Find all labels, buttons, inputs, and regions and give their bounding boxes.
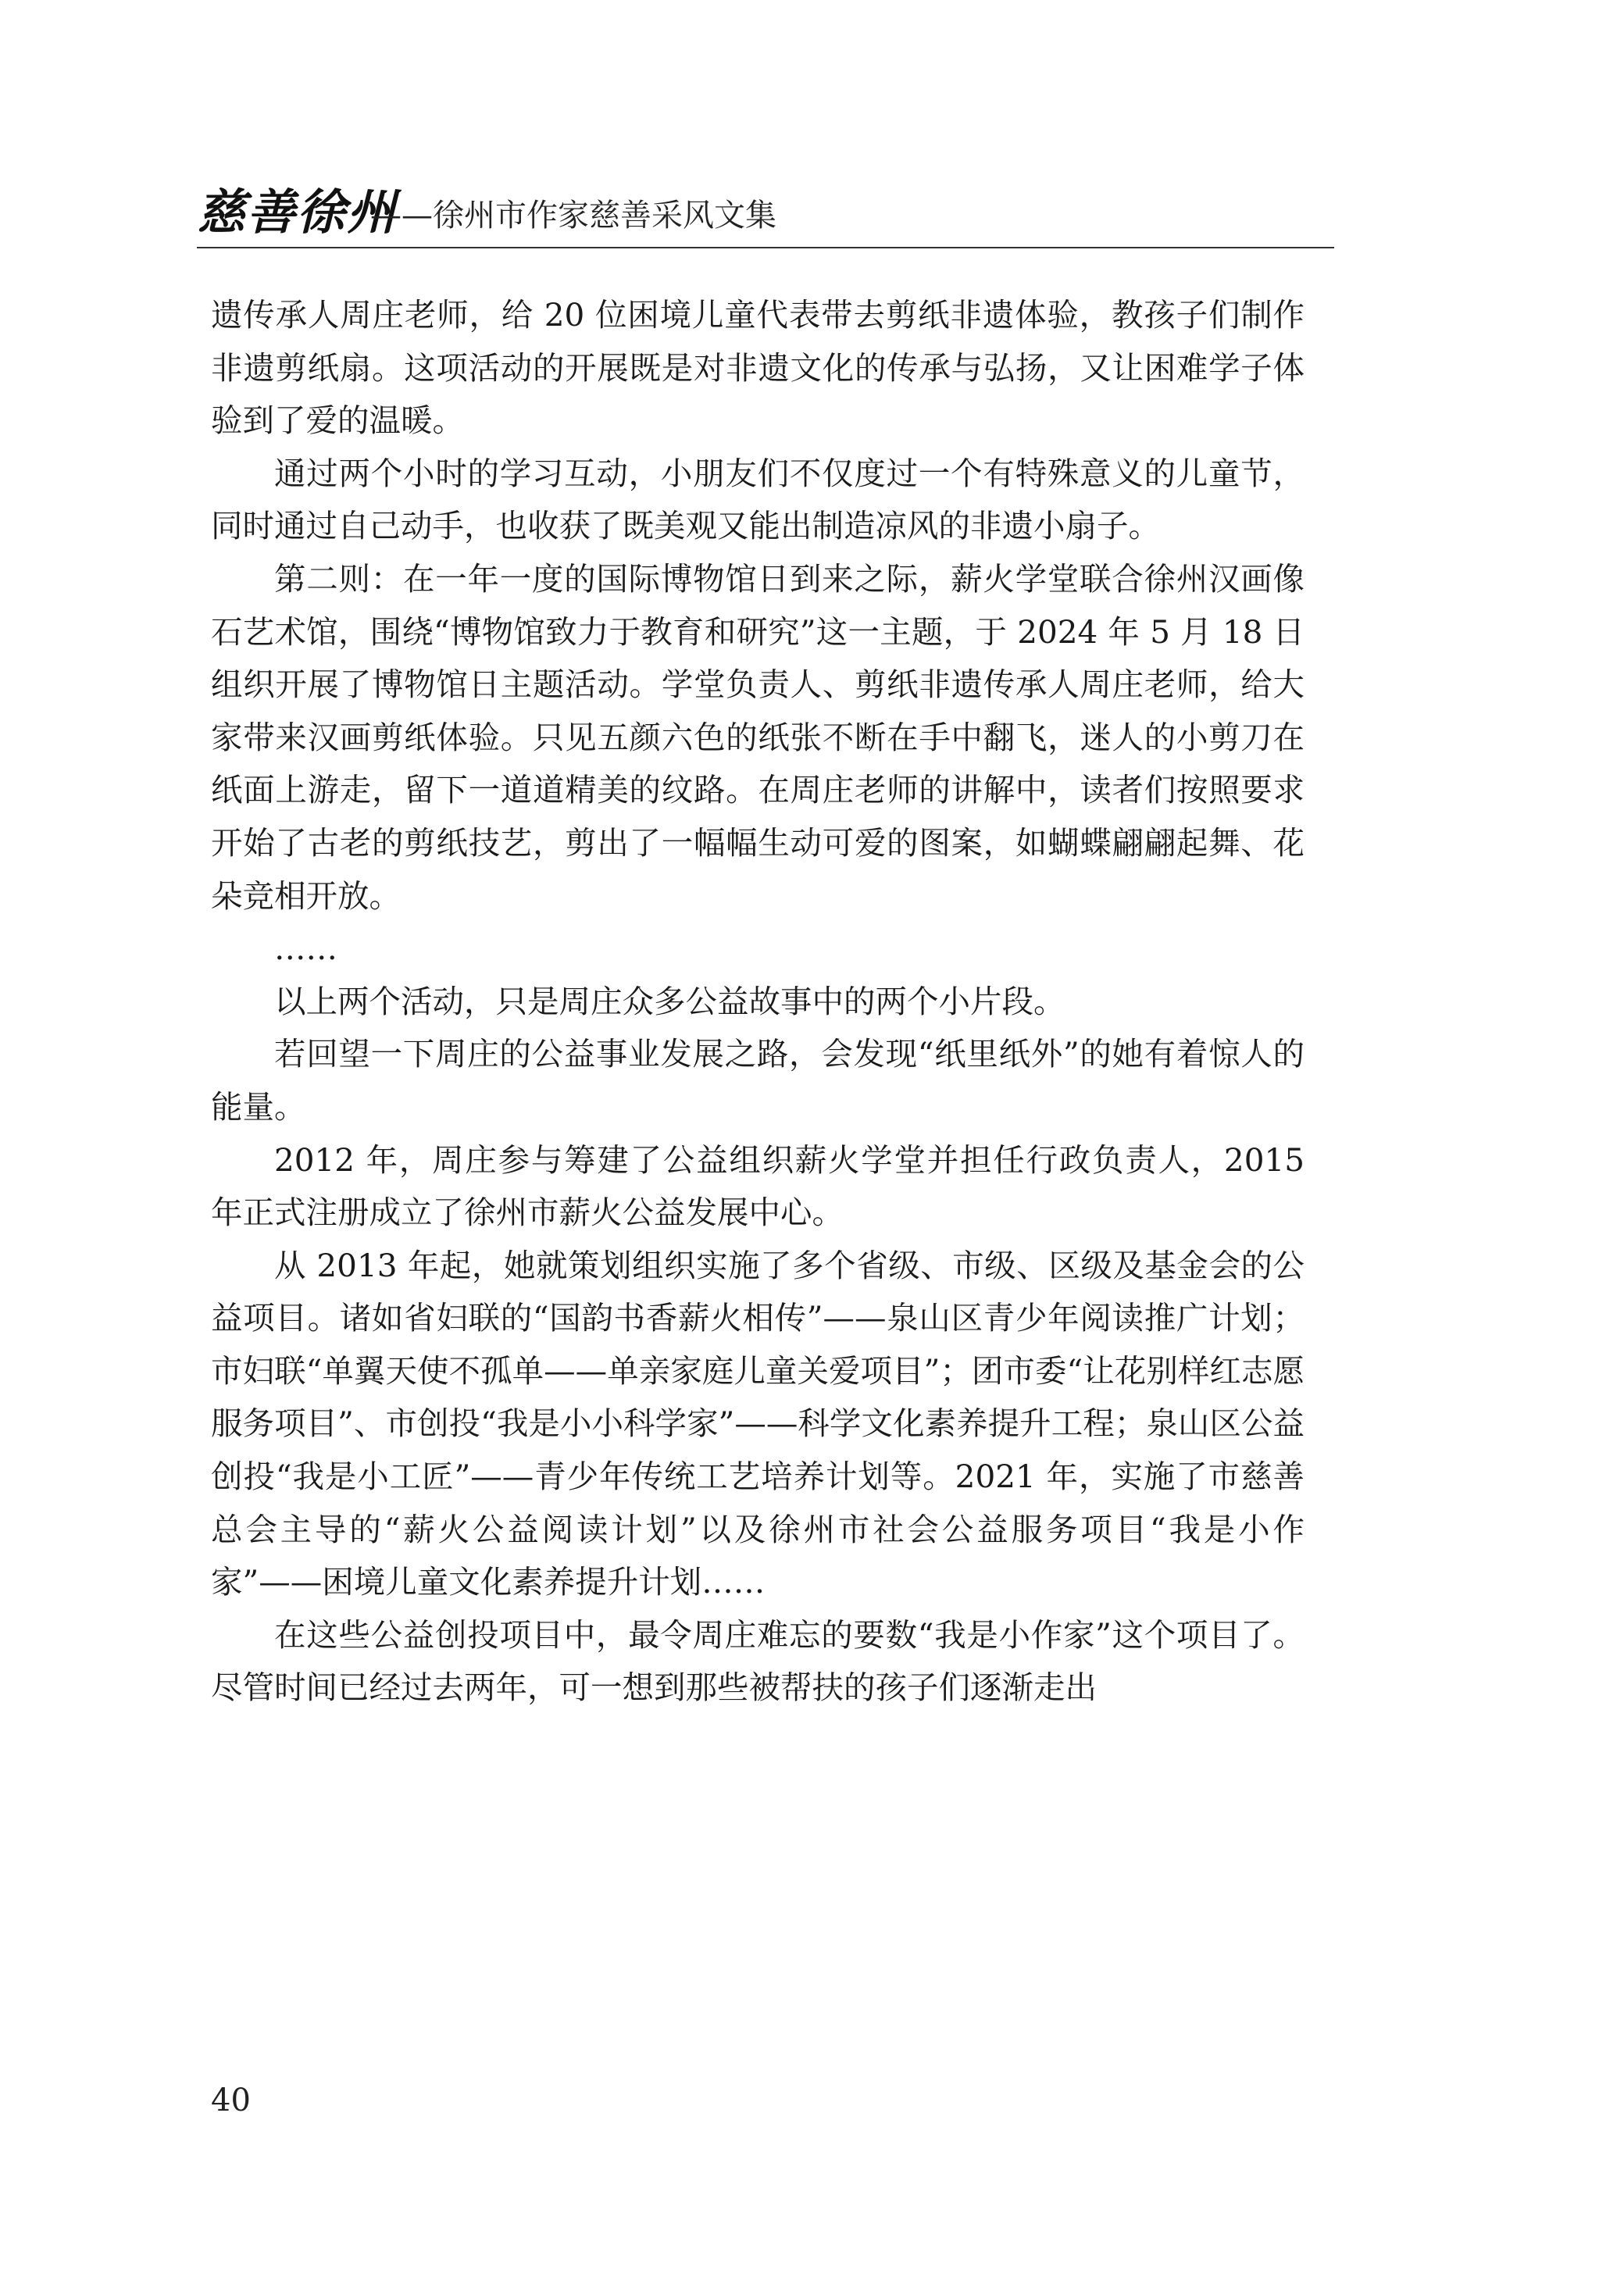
paragraph: 遗传承人周庄老师，给 20 位困境儿童代表带去剪纸非遗体验，教孩子们制作非遗剪纸扇。这项活动的开展既是对非遗文化的传承与弘扬，又让困难学子体验到了爱的温暖。 — [211, 296, 1305, 440]
paragraph: 从 2013 年起，她就策划组织实施了多个省级、市级、区级及基金会的公益项目。诸如省妇联的“国韵书香薪火相传”——泉山区青少年阅读推广计划；市妇联“单翼天使不孤单——单亲家庭儿童关爱项目”；团市委“让花别样红志愿服务项目”、市创投“我是小小科学家”——科学文化素养提升工程；泉山区公益创投“我是小工匠”——青少年传统工艺培养计划等。2021 年，实施了市慈善总会主导的“薪火公益阅读计划”以及徐州市社会公益服务项目“我是小作家”——困境儿童文化素养提升计划…… — [211, 1246, 1305, 1601]
ellipsis-paragraph: …… — [274, 930, 337, 968]
running-header — [197, 184, 1334, 247]
page-number: 40 — [211, 2083, 251, 2118]
paragraph: 以上两个活动，只是周庄众多公益故事中的两个小片段。 — [274, 982, 1065, 1020]
paragraph: 第二则：在一年一度的国际博物馆日到来之际，薪火学堂联合徐州汉画像石艺术馆，围绕“博物馆致力于教育和研究”这一主题，于 2024 年 5 月 18 日组织开展了博物馆日主题活动。学堂负责人、剪纸非遗传承人周庄老师，给大家带来汉画剪纸体验。只见五颜六色的纸张不断在手中翻飞，迷人的小剪刀在纸面上游走，留下一道道精美的纹路。在周庄老师的讲解中，读者们按照要求开始了古老的剪纸技艺，剪出了一幅幅生动可爱的图案，如蝴蝶翩翩起舞、花朵竞相开放。 — [211, 559, 1305, 915]
book-logo: 慈善徐州 — [197, 184, 398, 241]
header-divider — [197, 247, 1334, 248]
body-text — [211, 289, 1305, 1715]
paragraph: 在这些公益创投项目中，最令周庄难忘的要数“我是小作家”这个项目了。尽管时间已经过去两年，可一想到那些被帮扶的孩子们逐渐走出 — [211, 1615, 1305, 1707]
paragraph: 2012 年，周庄参与筹建了公益组织薪火学堂并担任行政负责人，2015 年正式注册成立了徐州市薪火公益发展中心。 — [211, 1140, 1305, 1232]
paragraph: 通过两个小时的学习互动，小朋友们不仅度过一个有特殊意义的儿童节，同时通过自己动手，也收获了既美观又能出制造凉风的非遗小扇子。 — [211, 454, 1305, 545]
paragraph: 若回望一下周庄的公益事业发展之路，会发现“纸里纸外”的她有着惊人的能量。 — [211, 1035, 1305, 1126]
book-subtitle: ——徐州市作家慈善采风文集 — [370, 198, 776, 234]
